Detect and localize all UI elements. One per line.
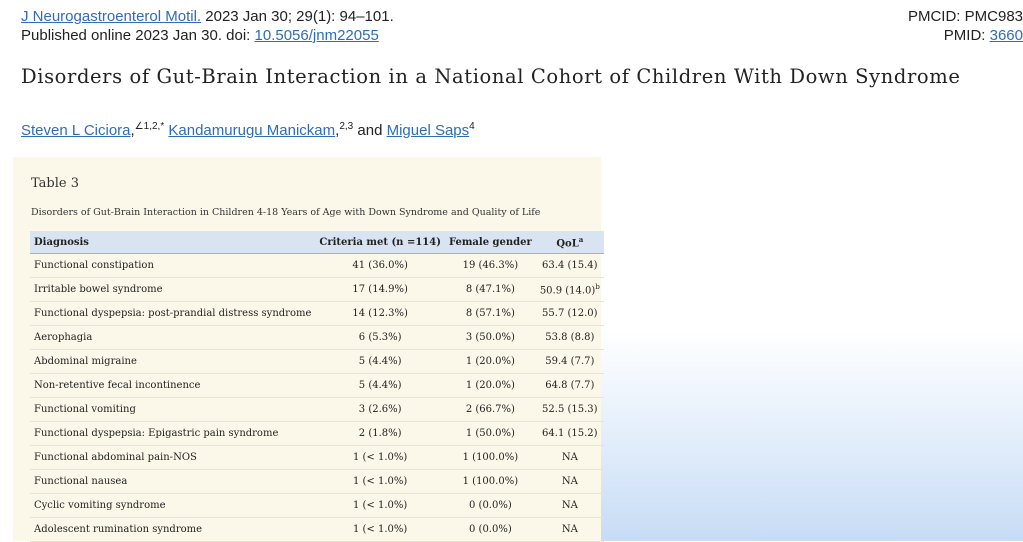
cell-criteria-text: 2 (1.8%) bbox=[358, 428, 402, 439]
background-gradient bbox=[600, 330, 1023, 541]
pmid-link[interactable]: 3660 bbox=[989, 27, 1023, 44]
cell-diagnosis bbox=[30, 494, 315, 518]
cell-qol-text: NA bbox=[561, 476, 578, 487]
cell-diagnosis bbox=[30, 470, 315, 494]
cell-qol bbox=[536, 326, 604, 350]
cell-female-text: 3 (50.0%) bbox=[465, 332, 515, 343]
table-label: Table 3 bbox=[31, 176, 79, 191]
cell-criteria bbox=[315, 494, 445, 518]
cell-criteria-text: 5 (4.4%) bbox=[358, 380, 402, 391]
table-row bbox=[30, 494, 604, 518]
header-qol-label: QoL bbox=[556, 238, 579, 250]
table-row bbox=[30, 422, 604, 446]
table-row bbox=[30, 326, 604, 350]
published-text: Published online 2023 Jan 30. doi: bbox=[21, 27, 255, 44]
cell-female-text: 8 (47.1%) bbox=[465, 284, 515, 295]
cell-qol-text: 52.5 (15.3) bbox=[542, 404, 598, 415]
cell-diagnosis bbox=[30, 398, 315, 422]
cell-criteria-text: 1 (< 1.0%) bbox=[353, 500, 408, 511]
cell-female-text: 2 (66.7%) bbox=[465, 404, 515, 415]
cell-criteria-text: 1 (< 1.0%) bbox=[353, 476, 408, 487]
cell-female-text: 8 (57.1%) bbox=[465, 308, 515, 319]
cell-qol bbox=[536, 374, 604, 398]
cell-female bbox=[445, 302, 536, 326]
author-affiliation-2[interactable]: 2,3 bbox=[339, 121, 354, 132]
pmcid-value: PMC983 bbox=[964, 8, 1023, 25]
cell-diagnosis bbox=[30, 326, 315, 350]
cell-diagnosis-text: Adolescent rumination syndrome bbox=[34, 524, 203, 535]
cell-criteria bbox=[315, 446, 445, 470]
cell-criteria-text: 1 (< 1.0%) bbox=[353, 452, 408, 463]
cell-diagnosis-text: Cyclic vomiting syndrome bbox=[34, 500, 166, 511]
cell-female bbox=[445, 518, 536, 542]
cell-criteria bbox=[315, 350, 445, 374]
cell-criteria bbox=[315, 326, 445, 350]
qol-footnote[interactable]: b bbox=[595, 282, 600, 291]
cell-criteria bbox=[315, 302, 445, 326]
cell-qol bbox=[536, 254, 604, 278]
cell-female bbox=[445, 326, 536, 350]
cell-female bbox=[445, 470, 536, 494]
table-row bbox=[30, 470, 604, 494]
cell-qol bbox=[536, 446, 604, 470]
cell-qol bbox=[536, 278, 604, 302]
header-female: Female gender bbox=[445, 231, 536, 254]
cell-diagnosis-text: Non-retentive fecal incontinence bbox=[34, 380, 201, 391]
author-affiliation-1[interactable]: ∠1,2,* bbox=[134, 121, 165, 132]
cell-female bbox=[445, 254, 536, 278]
table-row bbox=[30, 398, 604, 422]
cell-female bbox=[445, 422, 536, 446]
citation-date-issue: 2023 Jan 30; 29(1): 94–101. bbox=[201, 8, 394, 25]
table-row bbox=[30, 254, 604, 278]
table-caption: Disorders of Gut-Brain Interaction in Children 4-18 Years of Age with Down Syndrome and Quality of Life bbox=[31, 207, 541, 218]
cell-qol bbox=[536, 518, 604, 542]
cell-criteria bbox=[315, 374, 445, 398]
article-title: Disorders of Gut-Brain Interaction in a National Cohort of Children With Down Syndrome bbox=[21, 65, 961, 88]
cell-criteria bbox=[315, 254, 445, 278]
cell-qol-text: 59.4 (7.7) bbox=[545, 356, 595, 367]
cell-female bbox=[445, 374, 536, 398]
cell-diagnosis-text: Aerophagia bbox=[34, 332, 93, 343]
cell-female bbox=[445, 350, 536, 374]
cell-female-text: 1 (100.0%) bbox=[462, 476, 519, 487]
cell-qol bbox=[536, 422, 604, 446]
cell-criteria bbox=[315, 518, 445, 542]
author-affiliation-3[interactable]: 4 bbox=[469, 121, 475, 132]
cell-qol bbox=[536, 470, 604, 494]
cell-criteria bbox=[315, 398, 445, 422]
authors-and: and bbox=[353, 122, 387, 139]
table-body bbox=[30, 254, 604, 542]
header-criteria: Criteria met (n =114) bbox=[315, 231, 445, 254]
cell-diagnosis-text: Abdominal migraine bbox=[34, 356, 137, 367]
cell-diagnosis bbox=[30, 278, 315, 302]
cell-diagnosis-text: Functional vomiting bbox=[34, 404, 136, 415]
cell-female-text: 1 (50.0%) bbox=[465, 428, 515, 439]
author-link-2[interactable]: Kandamurugu Manickam bbox=[168, 122, 336, 139]
cell-qol-text: 50.9 (14.0) bbox=[539, 285, 596, 297]
cell-qol-text: 55.7 (12.0) bbox=[542, 308, 598, 319]
cell-female-text: 0 (0.0%) bbox=[469, 524, 512, 535]
cell-diagnosis-text: Functional nausea bbox=[34, 476, 128, 487]
pmid bbox=[944, 26, 1023, 45]
cell-qol-text: 64.1 (15.2) bbox=[542, 428, 598, 439]
cell-female bbox=[445, 278, 536, 302]
table-row bbox=[30, 446, 604, 470]
cell-female-text: 0 (0.0%) bbox=[469, 500, 512, 511]
pmid-label: PMID: bbox=[943, 27, 990, 44]
cell-diagnosis bbox=[30, 350, 315, 374]
cell-qol-text: NA bbox=[561, 500, 578, 511]
cell-female bbox=[445, 398, 536, 422]
cell-female-text: 1 (20.0%) bbox=[465, 380, 515, 391]
cell-diagnosis bbox=[30, 254, 315, 278]
cell-criteria-text: 3 (2.6%) bbox=[358, 404, 402, 415]
cell-criteria-text: 1 (< 1.0%) bbox=[353, 524, 408, 535]
cell-diagnosis-text: Functional dyspepsia: post-prandial distress syndrome bbox=[34, 308, 312, 319]
cell-diagnosis-text: Functional abdominal pain-NOS bbox=[34, 452, 197, 463]
cell-diagnosis-text: Functional dyspepsia: Epigastric pain syndrome bbox=[34, 428, 279, 439]
data-table bbox=[30, 231, 604, 542]
pmcid bbox=[908, 7, 1023, 26]
table-row bbox=[30, 302, 604, 326]
cell-female-text: 1 (20.0%) bbox=[465, 356, 515, 367]
author-link-1[interactable]: Steven L Ciciora bbox=[21, 122, 131, 139]
cell-diagnosis-text: Functional constipation bbox=[34, 260, 154, 271]
cell-qol-text: NA bbox=[561, 524, 578, 535]
cell-diagnosis-text: Irritable bowel syndrome bbox=[34, 284, 163, 295]
table-row bbox=[30, 374, 604, 398]
cell-female bbox=[445, 446, 536, 470]
cell-female-text: 19 (46.3%) bbox=[462, 260, 519, 271]
cell-diagnosis bbox=[30, 518, 315, 542]
cell-diagnosis bbox=[30, 302, 315, 326]
table-header-row bbox=[30, 231, 604, 254]
pmcid-label: PMCID: bbox=[907, 8, 965, 25]
cell-qol-text: 53.8 (8.8) bbox=[545, 332, 595, 343]
table-panel bbox=[13, 157, 601, 541]
cell-criteria-text: 41 (36.0%) bbox=[352, 260, 408, 271]
cell-criteria bbox=[315, 422, 445, 446]
cell-criteria-text: 6 (5.3%) bbox=[358, 332, 402, 343]
citation-header bbox=[21, 7, 1023, 45]
cell-qol bbox=[536, 494, 604, 518]
journal-link[interactable]: J Neurogastroenterol Motil. bbox=[21, 8, 202, 25]
cell-criteria-text: 5 (4.4%) bbox=[358, 356, 402, 367]
cell-diagnosis bbox=[30, 446, 315, 470]
cell-qol bbox=[536, 398, 604, 422]
header-qol-footnote[interactable]: a bbox=[578, 234, 584, 244]
cell-criteria-text: 17 (14.9%) bbox=[352, 284, 408, 295]
cell-diagnosis bbox=[30, 422, 315, 446]
header-diagnosis: Diagnosis bbox=[30, 231, 315, 254]
author-list: Steven L Ciciora,$^{\angle 1,2,*}$ Kandamurugu Manickam,$^{2,3}$ and Miguel Saps$^4$ bbox=[21, 121, 475, 139]
cell-criteria bbox=[315, 278, 445, 302]
cell-diagnosis bbox=[30, 374, 315, 398]
doi-link[interactable]: 10.5056/jnm22055 bbox=[254, 27, 379, 44]
cell-qol bbox=[536, 350, 604, 374]
published-line bbox=[21, 26, 1023, 45]
cell-qol bbox=[536, 302, 604, 326]
cell-qol-text: 63.4 (15.4) bbox=[542, 260, 598, 271]
header-qol bbox=[536, 231, 604, 254]
table-row bbox=[30, 278, 604, 302]
citation-line bbox=[21, 7, 1023, 26]
cell-female bbox=[445, 494, 536, 518]
author-link-3[interactable]: Miguel Saps bbox=[386, 122, 470, 139]
cell-criteria-text: 14 (12.3%) bbox=[352, 308, 408, 319]
cell-female-text: 1 (100.0%) bbox=[462, 452, 519, 463]
cell-qol-text: 64.8 (7.7) bbox=[545, 380, 595, 391]
table-row bbox=[30, 518, 604, 542]
table-row bbox=[30, 350, 604, 374]
cell-qol-text: NA bbox=[561, 452, 578, 463]
cell-criteria bbox=[315, 470, 445, 494]
